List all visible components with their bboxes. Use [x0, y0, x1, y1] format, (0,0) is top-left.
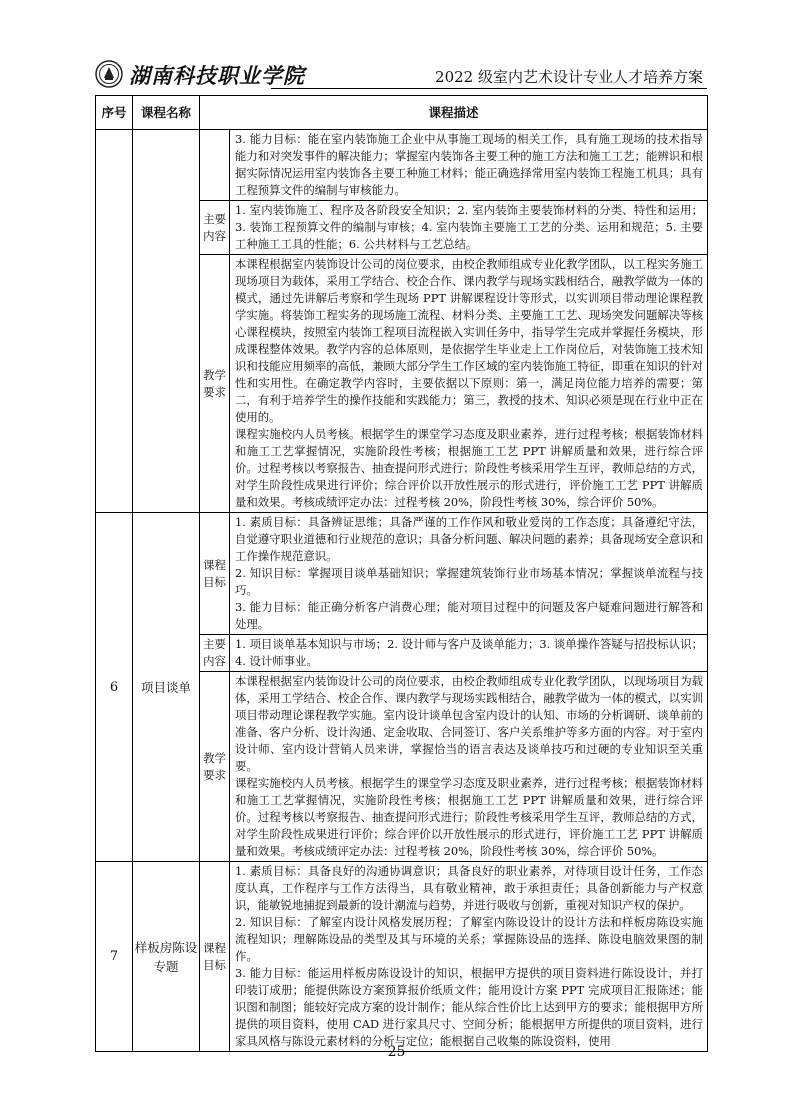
- school-logo-icon: [95, 60, 123, 88]
- page-header: [95, 58, 707, 92]
- course-main-content: 1. 室内装饰施工、程序及各阶段安全知识；2. 室内装饰主要装饰材料的分类、特性和运用；3. 装饰工程预算文件的编制与审核；4. 室内装饰主要施工工艺的分类、运用和规范；5. 主要工种施工工具的性能；6. 公共材料与工艺总结。: [230, 201, 708, 255]
- page-number: 25: [387, 1044, 406, 1060]
- cell-course-name: 项目谈单: [133, 513, 200, 862]
- course-ability-goal: 3. 能力目标：能在室内装饰施工企业中从事施工现场的相关工作，具有施工现场的技术指导能力和对突发事件的解决能力；掌握室内装饰各主要工种的施工方法和施工工艺；能辨识和根据实际情况运用室内装饰各主要工种施工材料；能正确选择常用室内装饰工程施工机具；具有工程预算文件的编制与审核能力。: [230, 130, 708, 201]
- label-course-goal: 课程目标: [200, 862, 230, 1052]
- school-name: 湖南科技职业学院: [129, 63, 305, 88]
- course-teaching-req: 本课程根据室内装饰设计公司的岗位要求，由校企教师组成专业化教学团队，以工程实务施工现场项目为载体，采用工学结合、校企合作、课内教学与现场实践相结合，融教学做为一体的模式，通过先讲解后考察和学生现场 PPT 讲解课程设计等形式，以实训项目带动理论课程教学实施。将装饰工程实务的现场施工流程、材料分类、主要施工工艺、现场突发问题解决等核心课程模块，按照室内装饰工程项目流程嵌入实训任务中，指导学生完成并掌握任务模块，形成课程整体效果。教学内容的总体原则，是依据学生毕业走上工作岗位后，对装饰施工技术知识和技能应用频率的高低，兼顾大部分学生工作区域的室内装饰施工特征，即重在知识的针对性和实用性。在确定教学内容时，主要依据以下原则：第一，满足岗位能力培养的需要；第二，有利于培养学生的操作技能和实践能力；第三，教授的技术、知识必须是现在行业中正在使用的。 课程实施校内人员考核。根据学生的课堂学习态度及职业素养，进行过程考核；根据装饰材料和施工工艺掌握情况，实施阶段性考核；根据施工工艺 PPT 讲解质量和效果，进行综合评价。过程考核以考察报告、抽查提问形式进行；阶段性考核采用学生互评，教师总结的方式，对学生阶段性成果进行评价；综合评价以开放性展示的形式进行，评价施工工艺 PPT 讲解质量和效果。考核成绩评定办法：过程考核 20%，阶段性考核 30%，综合评价 50%。: [230, 255, 708, 513]
- cell-label-empty: [200, 130, 230, 201]
- header-divider: [271, 88, 707, 89]
- cell-course-name: 样板房陈设专题: [133, 862, 200, 1052]
- label-teaching-req: 教学要求: [200, 255, 230, 513]
- course-main-content: 1. 项目谈单基本知识与市场；2. 设计师与客户及谈单能力；3. 谈单操作答疑与招投标认识；4. 设计师事业。: [230, 635, 708, 672]
- course-goal: 1. 素质目标：具备良好的沟通协调意识；具备良好的职业素养，对待项目设计任务，工作态度认真，工作程序与工作方法得当，具有敬业精神，敢于承担责任；具备创新能力与产权意识，能敏锐地捕捉到最新的设计潮流与趋势，并进行吸收与创新，重视对知识产权的保护。 2. 知识目标：了解室内设计风格发展历程；了解室内陈设设计的设计方法和样板房陈设实施流程知识；理解陈设品的类型及其与环境的关系；掌握陈设品的选择、陈设电脑效果图的制作。 3. 能力目标：能运用样板房陈设设计的知识，根据甲方提供的项目资料进行陈设设计，并打印装订成册；能提供陈设方案预算报价纸质文件；能用设计方案 PPT 完成项目汇报陈述；能识图和制图；能较好完成方案的设计制作；能从综合性价比上达到甲方的要求；能根据甲方所提供的项目资料，使用 CAD 进行家具尺寸、空间分析；能根据甲方所提供的项目资料，进行家具风格与陈设元素材料的分析与定位；能根据自己收集的陈设资料，使用: [230, 862, 708, 1052]
- course-table: [95, 95, 708, 1052]
- header-course-name: 课程名称: [133, 96, 200, 130]
- table-row: [96, 513, 708, 635]
- cell-no: 7: [96, 862, 133, 1052]
- header-course-desc: 课程描述: [200, 96, 708, 130]
- course-teaching-req: 本课程根据室内装饰设计公司的岗位要求，由校企教师组成专业化教学团队，以现场项目为载体，采用工学结合、校企合作、课内教学与现场实践相结合，融教学做为一体的模式，以实训项目带动理论课程教学实施。室内设计谈单包含室内设计的认知、市场的分析调研、谈单前的准备、客户分析、设计沟通、定金收取、合同签订、客户关系维护等多方面的内容。对于室内设计师、室内设计营销人员来讲，掌握恰当的语言表达及谈单技巧和过硬的专业知识至关重要。 课程实施校内人员考核。根据学生的课堂学习态度及职业素养，进行过程考核；根据装饰材料和施工工艺掌握情况，实施阶段性考核；根据施工工艺 PPT 讲解质量和效果，进行综合评价。过程考核以考察报告、抽查提问形式进行；阶段性考核采用学生互评，教师总结的方式，对学生阶段性成果进行评价；综合评价以开放性展示的形式进行，评价施工工艺 PPT 讲解质量和效果。考核成绩评定办法：过程考核 20%，阶段性考核 30%，综合评价 50%。: [230, 672, 708, 862]
- table-header-row: [96, 96, 708, 130]
- label-course-goal: 课程目标: [200, 513, 230, 635]
- cell-no: 6: [96, 513, 133, 862]
- course-goal: 1. 素质目标：具备辨证思维；具备严谨的工作作风和敬业爱岗的工作态度；具备遵纪守法，自觉遵守职业道德和行业规范的意识；具备分析问题、解决问题的素养；具备现场安全意识和工作操作规范意识。 2. 知识目标：掌握项目谈单基础知识；掌握建筑装饰行业市场基本情况；掌握谈单流程与技巧。 3. 能力目标：能正确分析客户消费心理；能对项目过程中的问题及客户疑难问题进行解答和处理。: [230, 513, 708, 635]
- header-no: 序号: [96, 96, 133, 130]
- cell-name-empty: [133, 130, 200, 513]
- label-main-content: 主要内容: [200, 201, 230, 255]
- cell-no-empty: [96, 130, 133, 513]
- label-teaching-req: 教学要求: [200, 672, 230, 862]
- table-row: [96, 130, 708, 201]
- label-main-content: 主要内容: [200, 635, 230, 672]
- document-title: 2022 级室内艺术设计专业人才培养方案: [435, 68, 703, 86]
- table-row: [96, 862, 708, 1052]
